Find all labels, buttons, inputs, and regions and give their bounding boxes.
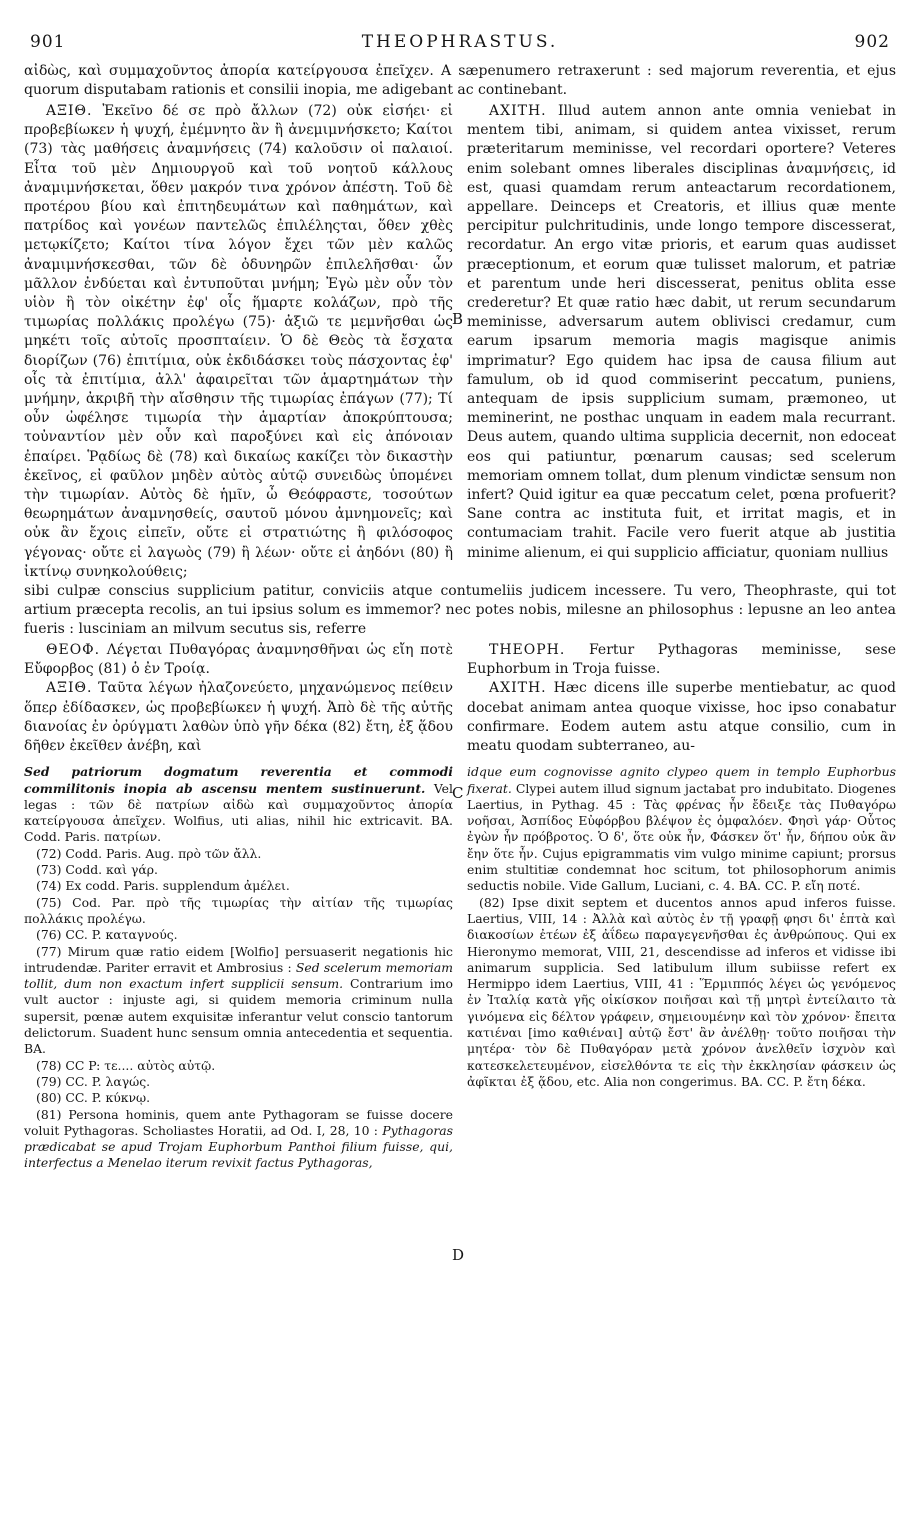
footnotes-right <box>467 764 896 1171</box>
top-line: αἰδὼς, καὶ συμμαχοῦντος ἀπορία κατείργουσα ἐπεῖχεν. A sæpenumero retraxerunt : sed majorum reverentia, et ejus quorum disputabam rationis et consilii inopia, me adigebant ac continebant. <box>24 63 896 98</box>
margin-marker-c: C <box>452 784 464 802</box>
greek-column-2 <box>24 641 453 756</box>
footnote: (82) Ipse dixit septem et ducentos annos apud inferos fuisse. Laertius, VIII, 14 : Ἀλλὰ καὶ αὐτὸς ἐν τῇ γραφῇ φησι δι' ἑπτὰ καὶ διακοσίων ἐτέων ἐξ ἀΐδεω παραγεγενῆσθαι ἐς ἀνθρώπους. Qui ex Hieronymo memorat, VIII, 21, descendisse ad inferos et vidisse ibi animarum supplicia. Sed latibulum illum subiisse refert ex Hermippo idem Laertius, VIII, 41 : Ἕρμιππός λέγει ὡς γενόμενος ἐν Ἰταλίᾳ κατὰ γῆς οἰκίσκον ποιῆσαι καὶ τῇ μητρὶ ἐντείλαιτο τὰ γινόμενα εἰς δέλτον γράφειν, σημειουμένην καὶ τὸν χρόνον· ἔπειτα κατιέναι [imo καθιέναι] αὐτῷ ἔστ' ἂν ἀνέλθῃ· τοῦτο ποιῆσαι τὴν μητέρα· τὸν δὲ Πυθαγόραν μετὰ χρόνον ἀνελθεῖν ἰσχνὸν καὶ κατεσκελετευμένον, εἰσελθόντα τε εἰς τὴν ἐκκλησίαν φάσκειν ὡς ἀφῖκται ἐξ ᾅδου, etc. Alia non congerimus. BA. CC. P. ἔτη δέκα. <box>467 894 896 1089</box>
greek-paragraph-3: Ταῦτα λέγων ἠλαζονεύετο, μηχανώμενος πείθειν ὅπερ ἐδίδασκεν, ὡς προβεβίωκεν ἡ ψυχή. Ἀπὸ δὲ τῆς αὐτῆς διανοίας ἐν ὀρύγματι λαθὼν ὑπὸ γῆν δέκα (82) ἔτη, ἐξ ᾅδου δῆθεν ἐκεῖθεν ἀνέβη, καὶ <box>24 680 453 755</box>
speaker-label: AXITH. <box>489 680 547 697</box>
footnote: (73) Codd. καὶ γάρ. <box>36 862 158 878</box>
footnote-text: (77) Mirum quæ ratio eidem [Wolfio] persuaserit negationis hic intrudendæ. Pariter erravit et Ambrosius : <box>24 943 453 975</box>
speaker-label: ΑΞΙΘ. <box>46 103 93 119</box>
latin-column <box>467 102 896 582</box>
greek-column <box>24 102 453 582</box>
page-number-left: 901 <box>30 32 66 52</box>
footnote-quote: Sed scelerum memoriam tollit, dum non exactum infert supplicii sensum. <box>24 959 453 992</box>
footnote: (74) Ex codd. Paris. supplendum ἀμέλει. <box>36 878 290 894</box>
running-title: THEOPHRASTUS. <box>361 32 559 52</box>
footnote: (78) CC P: τε.... αὐτὸς αὐτῷ. <box>36 1057 216 1073</box>
footnote-text: Vel legas : τῶν δὲ πατρίων αἰδὼ καὶ συμμαχοῦντος ἀπορία κατείργουσα ἀπεῖχεν. Wolfius, uti alias, nihil hic extricavit. BA. Codd. Paris. πατρίων. <box>24 780 453 845</box>
footnote: (79) CC. P. λαγώς. <box>36 1073 151 1089</box>
latin-paragraph-1: Illud autem annon ante omnia veniebat in mentem tibi, animam, si quidem antea vixisset, rerum præteritarum meminisse, vel recordari oportere? Veteres enim solebant omnes liberales disciplinas ἀναμνήσεις, id est, quasi quamdam rerum anteactarum recordationem, appellare. Deinceps et Creatoris, et illius quæ mente percipitur pulchritudinis, unde longo tempore discesserat, recordatur. An ergo vitæ prioris, et earum quas audisset præceptionum, et eorum quæ tulisset malorum, et patriæ et parentum unde heri discesserat, penitus oblita esse crederetur? Et quæ ratio hæc dabit, ut rerum secundarum meminisse, adversarum autem oblivisci credamur, cum earum ipsarum memoria magis magisque animis imprimatur? Ego quidem hac ipsa de causa filium aut famulum, ob id quod commiserint peccatum, puniens, antequam de ipsis supplicium sumam, præmoneo, ut meminerint, ne posthac unquam in eadem mala recurrant. Deus autem, quando ultima supplicia decernit, non edoceat eos qui patiuntur, pœnarum causas; sed scelerum memoriam omnem tollat, dum plenum vindictæ sensum non infert? Quid igitur ea quæ peccatum celet, pœna profuerit? Sane contra ac instituta fuit, et irritat magis, et in contumaciam trahit. Facile vero fuerit atque ab justitia minime alienum, ei qui supplicio afficiatur, quoniam nullius <box>467 103 897 561</box>
footnote-quote: idque eum cognovisse agnito clypeo quem in templo Euphorbus fixerat. <box>467 764 896 796</box>
speaker-label: ΘΕΟΦ. <box>46 642 101 659</box>
footnote-text: Clypei autem illud signum jactabat pro indubitato. Diogenes Laertius, in Pythag. 45 : Τὰς φρένας ἦν ἔδειξε τὰς Πυθαγόρω νοῆσαι, Ἀσπίδος Εὐφόρβου βλέψον ἐς ὀμφαλόεν. Φησὶ γάρ· Οὗτος ἐγὼν ἦν πρόβροτος. Ὁ δ', ὅτε οὐκ ἦν, Φάσκεν ὅτ' ἦν, δήπου οὐκ ἂν ἔην ὅτε ἦν. Cujus epigrammatis vim vulgo minime capiunt; prorsus enim stultitiæ condemnat hoc scitum, tot philosophorum animis seductis nobile. Vide Gallum, Luciani, c. 4. BA. CC. P. εἴη ποτέ. <box>467 780 896 894</box>
page-number-right: 902 <box>854 32 890 52</box>
page-header <box>24 32 896 54</box>
full-width-line: sibi culpæ conscius supplicium patitur, conviciis atque contumeliis judicem incessere. Tu vero, Theophraste, qui tot artium præcepta recolis, an tui ipsius solum es immemor? nec potes nobis, milesne an philosophus : lepusne an leo antea fueris : lusciniam an milvum secutus sis, referre <box>24 583 896 638</box>
greek-paragraph-2: Λέγεται Πυθαγόρας ἀναμνησθῆναι ὡς εἴη ποτὲ Εὔφορβος (81) ὁ ἐν Τροίᾳ. <box>24 642 453 678</box>
footnotes <box>24 764 896 1171</box>
footnote: (72) Codd. Paris. Aug. πρὸ τῶν ἄλλ. <box>36 845 262 861</box>
speaker-label: AXITH. <box>489 103 547 119</box>
main-columns <box>24 102 896 582</box>
footnote: (76) CC. P. καταγνούς. <box>36 927 178 943</box>
speaker-label: THEOPH. <box>489 642 566 659</box>
footnote-quote: Pythagoras prædicabat se apud Trojam Euphorbum Panthoi filium fuisse, qui, interfectus a Menelao iterum revixit factus Pythagoras, <box>24 1122 453 1171</box>
main-columns-2 <box>24 641 896 756</box>
latin-paragraph-3: Hæc dicens ille superbe mentiebatur, ac quod docebat animam antea quoque vixisse, hoc ipso conabatur confirmare. Eodem autem astu atque consilio, cum in meatu quodam subterraneo, au- <box>467 680 896 755</box>
footnote-text: Contrarium imo vult auctor : injuste agi, si quidem memoria criminum nulla supersit, pœnæ autem exquisitæ inferantur velut conscio tantorum delictorum. Suadent hunc sensum omnia antecedentia et sequentia. BA. <box>24 976 453 1057</box>
footnote-lemma: Sed patriorum dogmatum reverentia et commodi commilitonis inopia ab ascensu mentem sustinuerunt. <box>24 764 453 796</box>
greek-paragraph-1: Ἐκεῖνο δέ σε πρὸ ἄλλων (72) οὐκ εἰσήει· εἰ προβεβίωκεν ἡ ψυχή, ἐμέμνητο ἂν ἢ ἀνεμιμνήσκετο; Καίτοι (73) τὰς μαθήσεις ἀναμνήσεις (74) καλοῦσιν οἱ παλαιοί. Εἶτα τοῦ μὲν Δημιουργοῦ καὶ τοῦ νοητοῦ κάλλους ἀναμιμνήσκεται, ὅθεν μακρόν τινα χρόνον ἀπέστη. Τοῦ δὲ προτέρου βίου καὶ ἐπιτηδευμάτων καὶ παθημάτων, καὶ πατρίδος καὶ γονέων παντελῶς ἐπιλέληςται, ὅθεν χθὲς μετῳκίζετο; Καίτοι τίνα λόγον ἔχει τῶν μὲν καλῶς ἀναμιμνήσκεσθαι, τῶν δὲ ὀδυνηρῶν ἐπιλελῆσθαι· ὧν μᾶλλον ἐνδύεται καὶ ἐντυποῦται μνήμη; Ἐγὼ μὲν οὖν τὸν υἱὸν ἢ τὸν οἰκέτην ἐφ' οἷς ἥμαρτε κολάζων, πρὸ τῆς τιμωρίας πολλάκις προλέγω (75)· ἀξιῶ τε μεμνῆσθαι ὡς μηκέτι τοῖς αὐτοῖς προσπταίειν. Ὁ δὲ Θεὸς τὰ ἔσχατα διορίζων (76) ἐπιτίμια, οὐκ ἐκδιδάσκει τοὺς πάσχοντας ἐφ' οἷς τὰ ἐπιτίμια, ἀλλ' ἀφαιρεῖται τῶν ἁμαρτημάτων τὴν μνήμην, ἀκριβῆ τὴν αἴσθησιν τῆς τιμωρίας ἐπάγων (77); Τί οὖν ὠφέλησε τιμωρία τὴν ἁμαρτίαν ἀποκρύπτουσα; τοὐναντίον μὲν οὖν καὶ παροξύνει καὶ εἰς ἀπόνοιαν ἐπαίρει. Ῥᾳδίως δὲ (78) καὶ δικαίως κακίζει τὸν δικαστὴν ἐκεῖνος, εἰ φαῦλον μηδὲν αὐτὸς αὑτῷ συνειδὼς ὑπομένει τὴν τιμωρίαν. Αὐτὸς δὲ ἡμῖν, ὦ Θεόφραστε, τοσούτων θεωρημάτων ἀναμνησθείς, σαυτοῦ μόνου ἀμνημονεῖς; καὶ οὐκ ἂν ἔχοις εἰπεῖν, οὔτε εἰ στρατιώτης ἢ φιλόσοφος γέγονας· οὔτε εἰ λαγωὸς (79) ἢ λέων· οὔτε εἰ ἀηδόνι (80) ἢ ἰκτίνῳ συνηκολούθεις; <box>24 103 453 580</box>
speaker-label: ΑΞΙΘ. <box>46 680 93 697</box>
latin-column-2 <box>467 641 896 756</box>
footnote: (75) Cod. Par. πρὸ τῆς τιμωρίας τὴν αἰτίαν τῆς τιμωρίας πολλάκις προλέγω. <box>24 894 453 926</box>
latin-paragraph-2: Fertur Pythagoras meminisse, sese Euphorbum in Troja fuisse. <box>467 642 896 678</box>
footnotes-left <box>24 764 453 1171</box>
footnote-text: (81) Persona hominis, quem ante Pythagoram se fuisse docere voluit Pythagoras. Scholiastes Horatii, ad Od. I, 28, 10 : <box>24 1106 453 1138</box>
margin-marker-d: D <box>452 1246 465 1264</box>
margin-marker-b: B <box>452 310 464 328</box>
footnote: (80) CC. P. κύκνῳ. <box>36 1090 151 1106</box>
